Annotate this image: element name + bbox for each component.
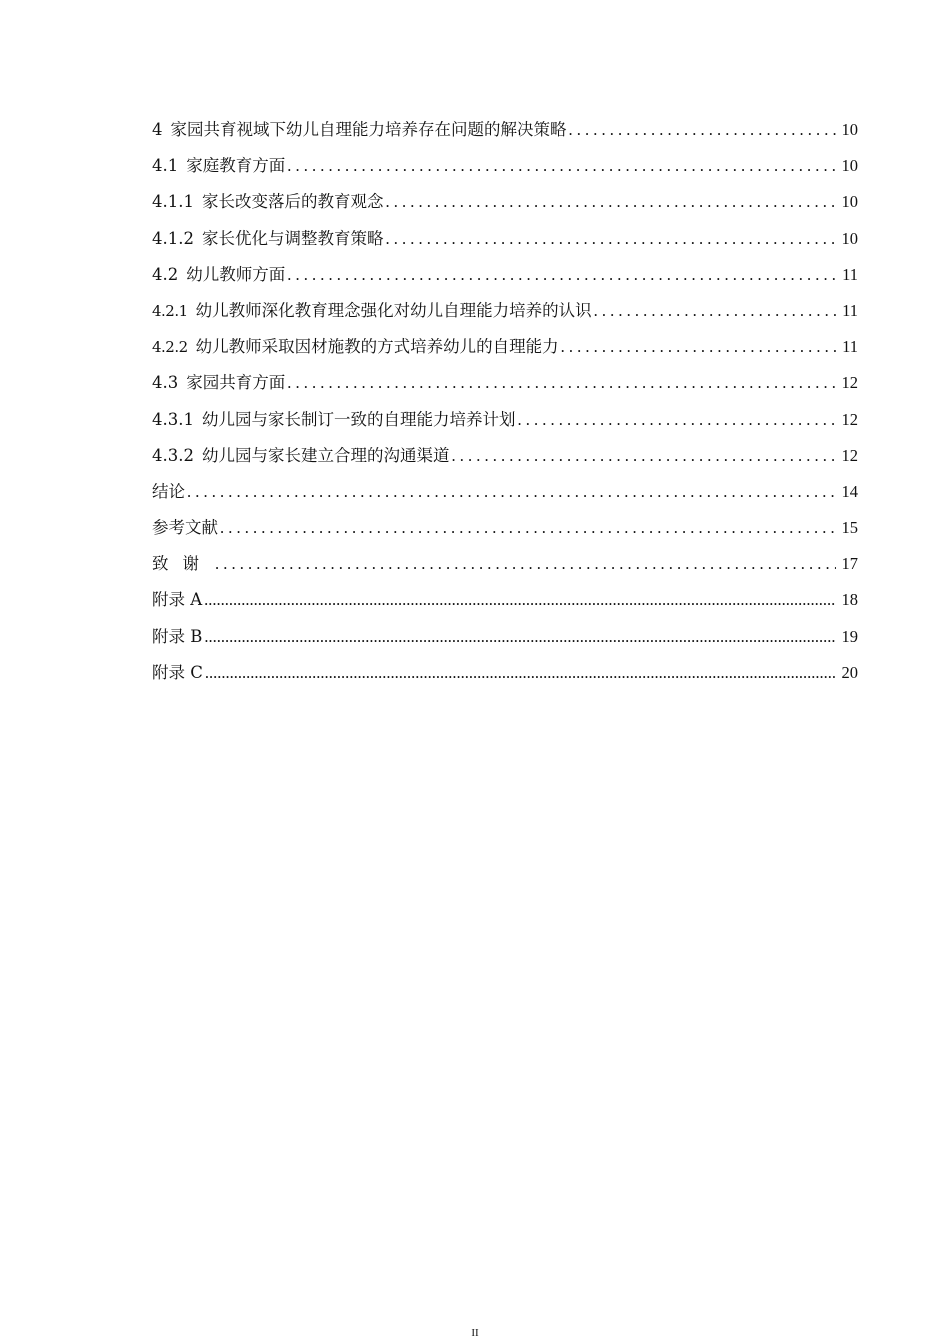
toc-dot-leader: [594, 293, 836, 329]
toc-entry-page: 11: [842, 264, 858, 284]
toc-entry[interactable]: [152, 257, 858, 293]
toc-entry[interactable]: [152, 655, 858, 691]
toc-entry-number: 4.1.2: [152, 228, 194, 248]
toc-entry-page: 15: [841, 518, 858, 538]
toc-entry-page: 12: [841, 409, 858, 429]
toc-entry-page: 14: [841, 481, 858, 501]
toc-entry-title: 家园共育方面: [186, 373, 286, 393]
toc-dot-leader: [517, 402, 836, 438]
toc-dot-leader: [204, 582, 836, 618]
toc-entry-title: 幼儿园与家长建立合理的沟通渠道: [201, 445, 450, 465]
toc-entry[interactable]: [152, 148, 858, 184]
toc-entry-page: 10: [841, 156, 858, 176]
toc-entry-title: 幼儿园与家长制订一致的自理能力培养计划: [201, 409, 516, 429]
toc-entry-title: 幼儿教师方面: [186, 264, 286, 284]
toc-entry-number: 4.1: [152, 156, 179, 176]
toc-entry[interactable]: [152, 184, 858, 220]
page-number-footer: II: [471, 1327, 479, 1339]
toc-entry-number: 4.1.1: [152, 192, 194, 212]
toc-entry-title: 家长改变落后的教育观念: [201, 192, 384, 212]
toc-entry-title: 家长优化与调整教育策略: [201, 228, 384, 248]
toc-dot-leader: [187, 474, 836, 510]
toc-entry-page: 10: [841, 192, 858, 212]
toc-entry-page: 17: [841, 554, 858, 574]
toc-entry-title: 幼儿教师采取因材施教的方式培养幼儿的自理能力: [195, 337, 559, 357]
toc-entry-page: 19: [841, 626, 858, 646]
toc-dot-leader: [451, 438, 836, 474]
toc-entry[interactable]: [152, 329, 858, 365]
toc-entry-page: 18: [841, 590, 858, 610]
toc-entry-page: 11: [842, 337, 858, 357]
toc-entry-page: 10: [841, 120, 858, 139]
toc-entry-page: 11: [842, 300, 858, 320]
toc-dot-leader: [561, 329, 836, 365]
toc-entry[interactable]: [152, 582, 858, 618]
toc-dot-leader: [205, 655, 836, 691]
toc-entry-title: 附录 A: [152, 590, 203, 610]
toc-entry[interactable]: [152, 510, 858, 546]
toc-entry[interactable]: [152, 619, 858, 655]
toc-entry-page: 20: [841, 662, 858, 682]
toc-entry[interactable]: [152, 474, 858, 510]
toc-entry-number: 4.2.1: [152, 301, 188, 320]
toc-entry-page: 12: [841, 445, 858, 465]
toc-entry-number: 4: [152, 120, 163, 139]
toc-dot-leader: [204, 619, 836, 655]
toc-entry-title: 附录 C: [152, 662, 203, 682]
toc-entry-number: 4.2.2: [152, 338, 188, 357]
toc-entry[interactable]: [152, 112, 858, 148]
toc-entry-number: 4.3: [152, 373, 179, 393]
toc-entry[interactable]: [152, 546, 858, 582]
toc-entry[interactable]: [152, 438, 858, 474]
toc-dot-leader: [287, 257, 836, 293]
toc-entry-page: 10: [841, 228, 858, 248]
toc-entry-title: 家园共育视域下幼儿自理能力培养存在问题的解决策略: [170, 120, 567, 139]
toc-dot-leader: [287, 148, 836, 184]
toc-entry-title: 家庭教育方面: [186, 156, 286, 176]
toc-entry[interactable]: [152, 402, 858, 438]
toc-dot-leader: [220, 510, 836, 546]
toc-entry-number: 4.3.2: [152, 445, 194, 465]
toc-entry-number: 4.2: [152, 264, 179, 284]
toc-dot-leader: [569, 112, 837, 148]
toc-entry[interactable]: [152, 293, 858, 329]
toc-dot-leader: [215, 546, 836, 582]
toc-entry-title: 幼儿教师深化教育理念强化对幼儿自理能力培养的认识: [195, 300, 592, 320]
toc-entry[interactable]: [152, 221, 858, 257]
toc-dot-leader: [287, 365, 836, 401]
toc-entry-title: 致谢: [152, 554, 213, 574]
toc-entry-title: 结论: [152, 481, 185, 501]
toc-entry-page: 12: [841, 373, 858, 393]
toc-dot-leader: [385, 184, 836, 220]
toc-entry[interactable]: [152, 365, 858, 401]
table-of-contents: [152, 112, 858, 691]
toc-entry-title: 附录 B: [152, 626, 203, 646]
toc-entry-number: 4.3.1: [152, 409, 194, 429]
toc-entry-title: 参考文献: [152, 518, 218, 538]
toc-dot-leader: [385, 221, 836, 257]
